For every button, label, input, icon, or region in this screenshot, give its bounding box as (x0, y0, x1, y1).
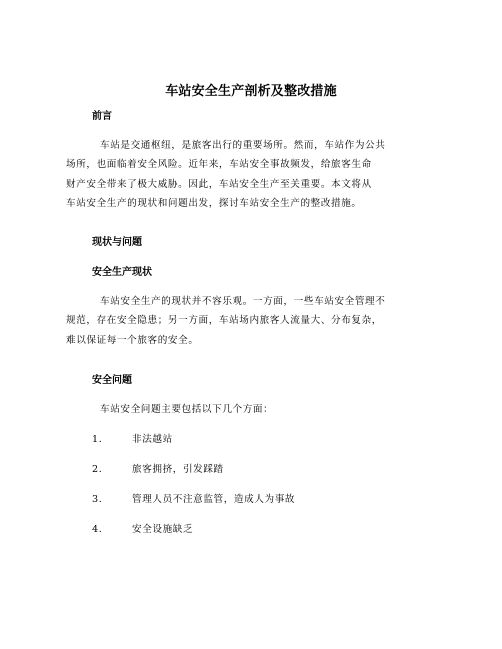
safety-issues-intro (92, 400, 452, 419)
list-item (92, 523, 193, 537)
paragraph-line: 规范，存在安全隐患；另一方面，车站场内旅客人流量大、分布复杂， (66, 315, 383, 327)
paragraph-line: 难以保证每一个旅客的安全。 (66, 334, 199, 346)
paragraph-line: 车站安全生产的现状并不容乐观。一方面，一些车站安全管理不 (100, 296, 386, 307)
safety-status-paragraph (66, 292, 452, 350)
preface-paragraph (66, 136, 452, 214)
list-item (92, 433, 173, 447)
paragraph-line: 车站是交通枢纽，是旅客出行的重要场所。然而，车站作为公共 (100, 140, 386, 151)
list-number: 4. (92, 524, 103, 535)
list-text: 安全设施缺乏 (132, 524, 194, 535)
list-text: 旅客拥挤，引发踩踏 (132, 464, 224, 475)
section-heading-safety-issues: 安全问题 (92, 375, 132, 386)
list-text: 非法越站 (132, 434, 173, 445)
paragraph-line: 车站安全生产的现状和问题出发，探讨车站安全生产的整改措施。 (66, 198, 362, 210)
list-text: 管理人员不注意监管，造成人为事故 (132, 494, 296, 505)
list-item (92, 493, 295, 507)
list-number: 1. (92, 434, 103, 445)
list-item (92, 463, 224, 477)
paragraph-line: 场所，也面临着安全风险。近年来，车站安全事故频发，给旅客生命 (66, 159, 372, 171)
list-number: 3. (92, 494, 103, 505)
section-heading-preface: 前言 (92, 111, 112, 122)
page-title: 车站安全生产剖析及整改措施 (165, 84, 337, 99)
section-heading-status: 现状与问题 (92, 237, 142, 248)
paragraph-line: 车站安全问题主要包括以下几个方面： (100, 404, 274, 415)
paragraph-line: 财产安全带来了极大威胁。因此，车站安全生产至关重要。本文将从 (66, 178, 372, 190)
section-heading-safety-status: 安全生产现状 (92, 267, 152, 278)
list-number: 2. (92, 464, 103, 475)
